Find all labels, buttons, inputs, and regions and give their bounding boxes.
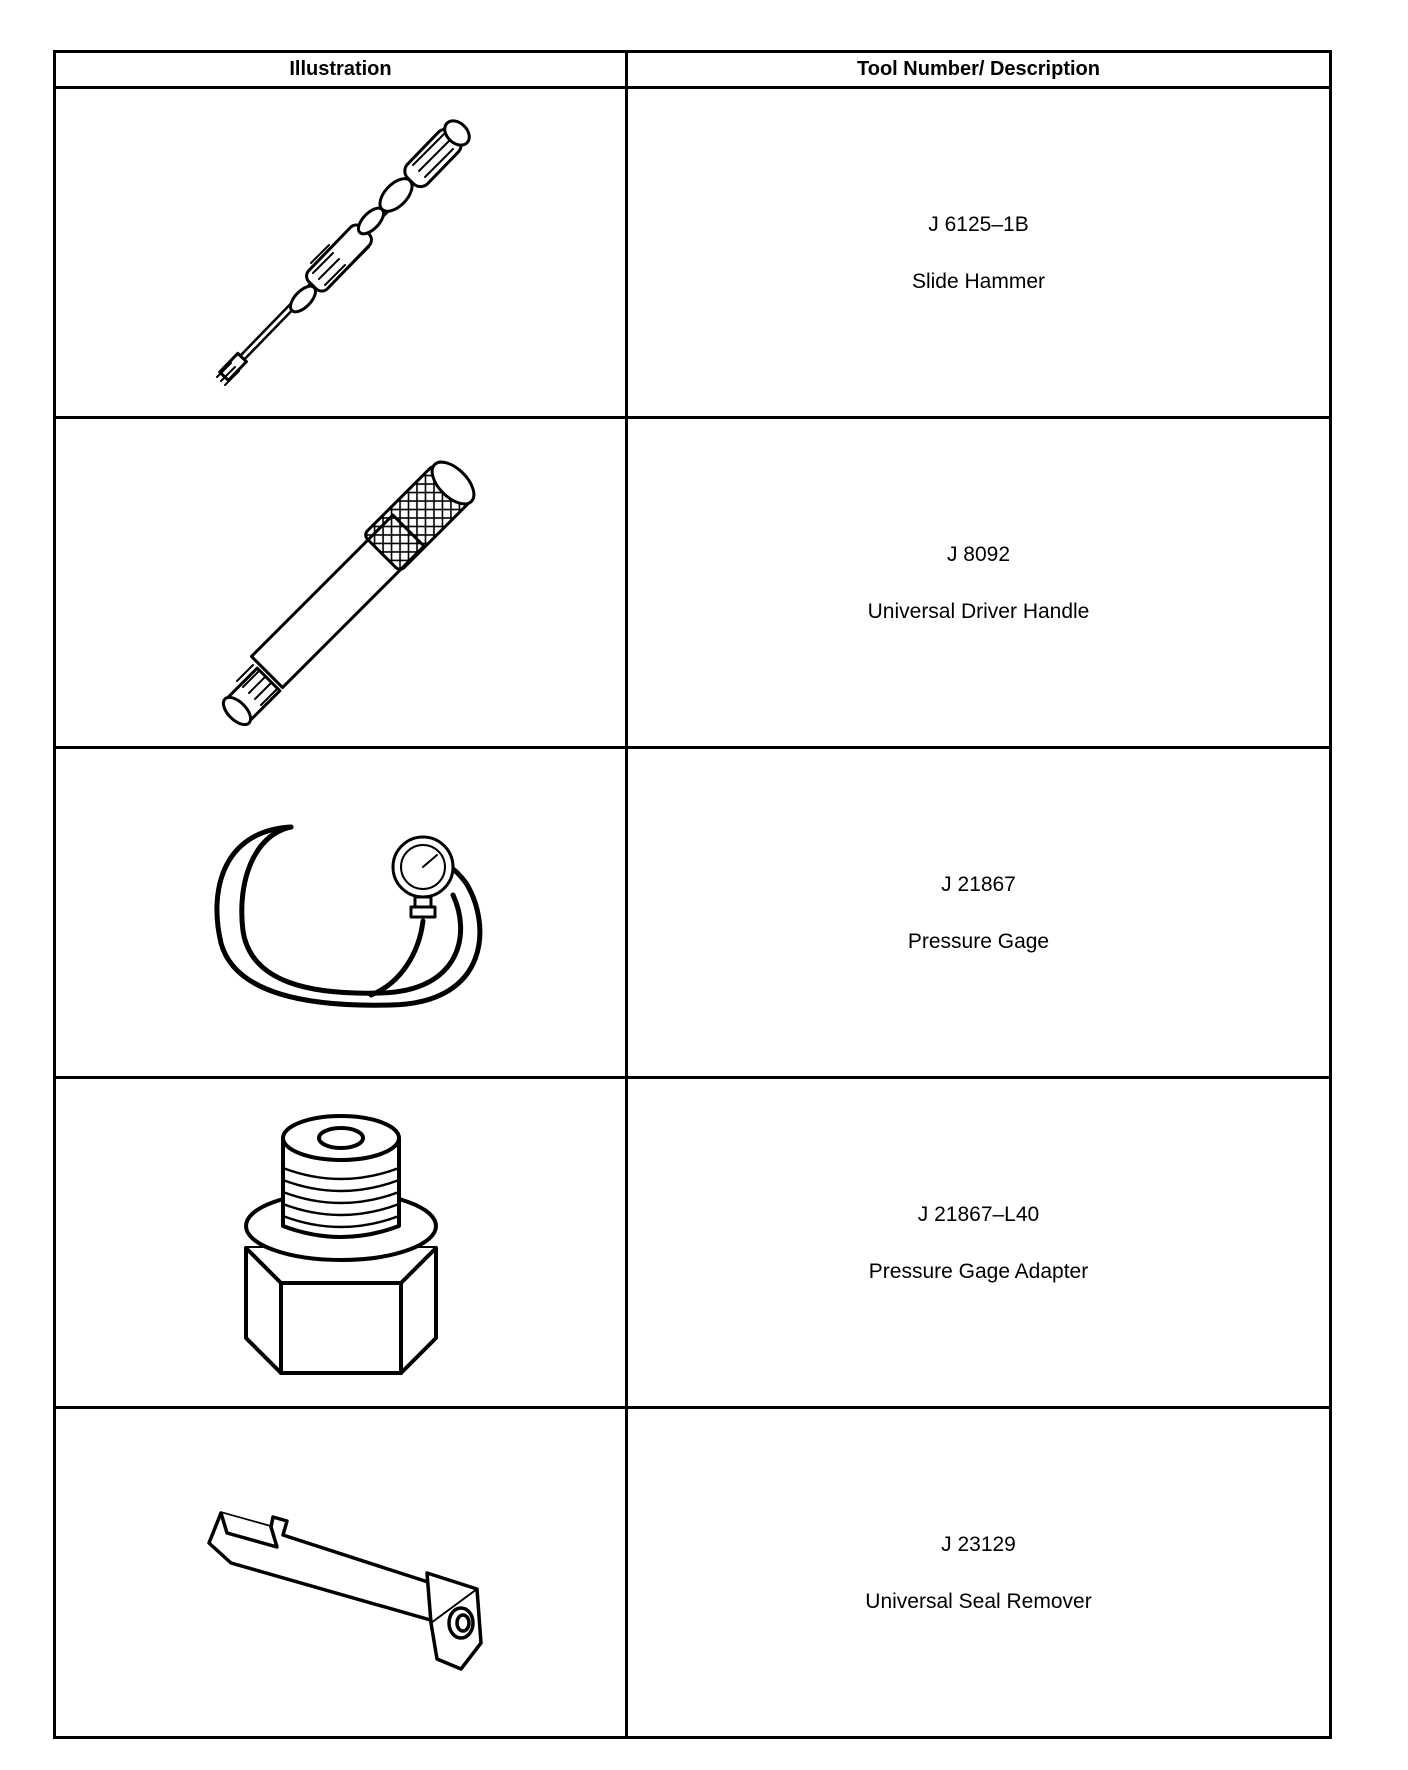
illustration-cell — [55, 1408, 627, 1738]
header-illustration: Illustration — [55, 52, 627, 88]
pressure-gage-icon — [191, 783, 491, 1043]
tool-number: J 21867–L40 — [917, 1202, 1040, 1226]
tool-number: J 23129 — [941, 1532, 1016, 1556]
illustration-cell — [55, 1078, 627, 1408]
table-row — [55, 1408, 1331, 1738]
table-row — [55, 1078, 1331, 1408]
tool-cell — [627, 1408, 1331, 1738]
tool-cell — [627, 418, 1331, 748]
tool-description: Universal Seal Remover — [865, 1589, 1092, 1613]
table-row — [55, 748, 1331, 1078]
gage-adapter-icon — [221, 1098, 461, 1388]
tool-description: Pressure Gage Adapter — [868, 1259, 1089, 1283]
table-row — [55, 418, 1331, 748]
tool-number: J 8092 — [946, 542, 1011, 566]
illustration-cell — [55, 88, 627, 418]
illustration-cell — [55, 748, 627, 1078]
header-row — [55, 52, 1331, 88]
tool-cell — [627, 1078, 1331, 1408]
special-tools-table — [53, 50, 1332, 1739]
slide-hammer-icon — [191, 103, 491, 403]
tool-cell — [627, 748, 1331, 1078]
tool-description: Universal Driver Handle — [867, 599, 1090, 623]
seal-remover-icon — [191, 1473, 491, 1673]
tool-number: J 21867 — [941, 872, 1016, 896]
tool-number: J 6125–1B — [928, 212, 1029, 236]
tool-description: Pressure Gage — [907, 929, 1050, 953]
table-row — [55, 88, 1331, 418]
illustration-cell — [55, 418, 627, 748]
driver-handle-icon — [191, 433, 491, 733]
header-tool-description: Tool Number/ Description — [627, 52, 1331, 88]
tool-description: Slide Hammer — [911, 269, 1046, 293]
tool-cell — [627, 88, 1331, 418]
